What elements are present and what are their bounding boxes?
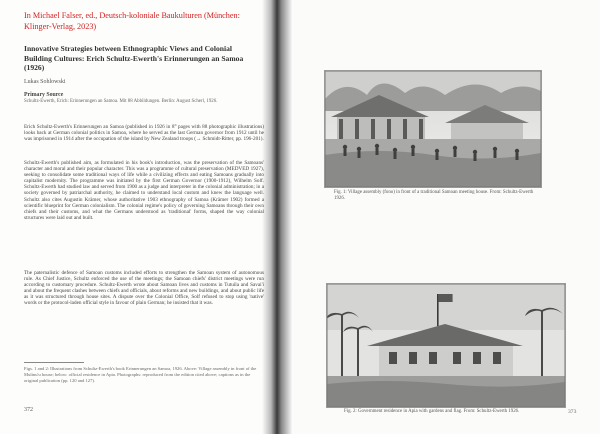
figure-caption-top: Fig. 1: Village assembly (fono) in front of a traditional Samoan meeting house. From: Schultz-Ewerth 1926. [334, 190, 534, 202]
figure-caption-bottom: Fig. 2: Government residence in Apia with gardens and flag. From: Schultz-Ewerth 1926. [344, 409, 520, 414]
citation-note: In Michael Falser, ed., Deutsch-koloniale Baukulturen (München: Klinger-Verlag, 2023) [24, 11, 240, 31]
footnote-rule [24, 362, 84, 363]
book-gutter [262, 0, 292, 434]
source-heading: Primary Source [24, 92, 64, 98]
page-number-right: 373 [568, 409, 577, 415]
article-title: Innovative Strategies between Ethnographic Views and Colonial Building Cultures: Erich Schultz-Ewerth's Erinnerungen an Samoa (1926) [24, 44, 244, 72]
village-photo-image [325, 71, 541, 187]
body-paragraph-3 [24, 270, 264, 307]
paragraph-text: Schultz-Ewerth's published aim, as formulated in his book's introduction, was the preservation of the Samoans' character and moral and their popular character. This was a programme of cultural preservation (MEDVED 1927), seeking to consolidate some traditional ways of life while a civilizing effects and eating Samoans gradually into capitalist modernity. The programme was initiated by the first German Governor (1900-1912), Wilhelm Solf. Schultz-Ewerth had studied law and served from 1900 as a judge and interpreter in the colonial administration; in a society governed by patriarchal authority, he claimed to understand local custom and knew the language well. Schultz also cites Augustin Krämer, whose authoritative 1903 ethnography of Samoa (Krämer 1902) formed a scientific blueprint for German colonialism. The colonial regime's policy of governing Samoans through their own chiefs and their customs, and what the Germans understood as 'traditional' forms, shaped the way colonial structures were laid out and built. [24, 160, 264, 221]
source-text: Schultz-Ewerth, Erich: Erinnerungen an Samoa. Mit 88 Abbildungen. Berlin: August Scherl, 1926. [24, 99, 218, 104]
paragraph-text: The paternalistic defence of Samoan customs included efforts to strengthen the Samoan system of autonomous rule. As Chief Justice, Schultz enforced the use of the meetings; the Samoan chiefs' district meetings were run according to customary procedure. Schultz-Ewerth wrote about Samoan lives and customs in Tutuila and Savai'i and about the frequent clashes between chiefs and officials, about reforms and new buildings, and about public life as it was structured through house sites. A dispute over the Colonial Office, Solf refused to stop using 'native' words or the protocol-laden official style in favour of plain German; he insisted that it was. [24, 270, 264, 307]
residence-photo-image [327, 284, 565, 407]
body-paragraph-1 [24, 124, 264, 142]
article-author: Lukas Sohlowski [24, 79, 66, 85]
footnote: Figs. 1 and 2: Illustrations from Schultz-Ewerth's book Erinnerungen an Samoa, 1926. Above: Village assembly in front of the Mulinu'u house; below: official residence in Apia. Photographs: reproduced from the edition cited above; captions as in the original publication (pp. 120 and 127). [24, 366, 257, 383]
page-number-left: 372 [24, 407, 33, 413]
figure-photo-residence [326, 283, 566, 408]
figure-photo-village [324, 70, 542, 188]
paragraph-text: Erich Schultz-Ewerth's Erinnerungen an Samoa (published in 1926 in 8° pages with 88 photographic illustrations) looks back at German colonial politics in Samoa, where he served as the last German governor from 1912 until he was imprisoned in 1914 after the occupation of the island by New Zealand troops (→ Schmidt-Ritter, pp. 196-201). [24, 124, 264, 143]
body-paragraph-2 [24, 160, 264, 221]
